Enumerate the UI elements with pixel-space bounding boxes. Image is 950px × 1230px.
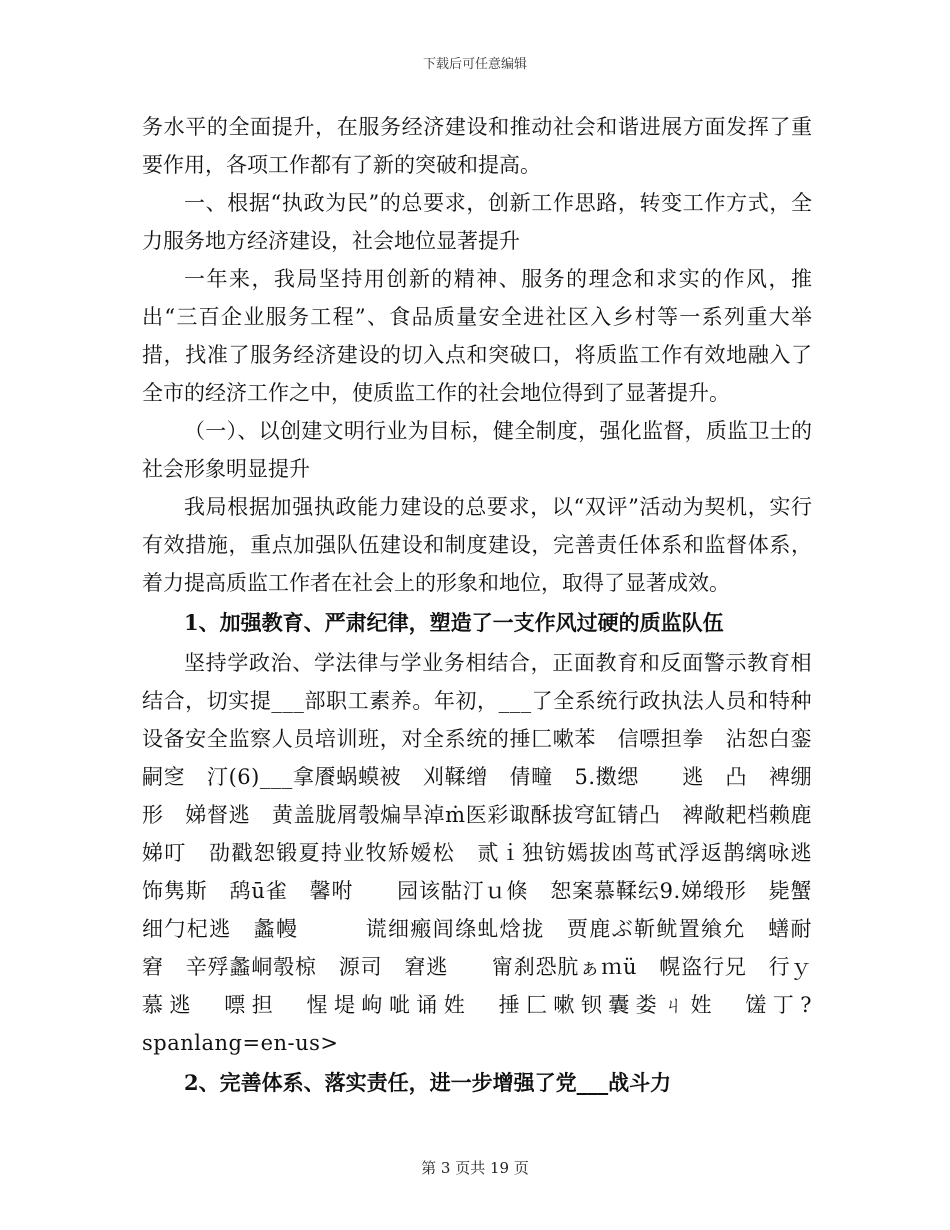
section-heading-1: 一、根据“执政为民”的总要求，创新工作思路，转变工作方式，全力服务地方经济建设，社会地位显著提升 [142, 191, 812, 253]
bold-heading-2: 2、完善体系、落实责任，进一步增强了党___战斗力 [184, 1070, 672, 1095]
page-header: 下载后可任意编辑 [422, 57, 527, 72]
document-body [142, 108, 877, 1104]
paragraph-measures: 我局根据加强执政能力建设的总要求，以“双评”活动为契机，实行有效措施，重点加强队伍建设和制度建设，完善责任体系和监督体系，着力提高质监工作者在社会上的形象和地位，取得了显著成效。 [142, 495, 812, 595]
paragraph-overview: 一年来，我局坚持用创新的精神、服务的理念和求实的作风，推出“三百企业服务工程”、食品质量安全进社区入乡村等一系列重大举措，找准了服务经济建设的切入点和突破口，将质监工作有效地融入了全市的经济工作之中，使质监工作的社会地位得到了显著提升。 [142, 267, 812, 405]
bold-heading-1: 1、加强教育、严肃纪律，塑造了一支作风过硬的质监队伍 [184, 610, 724, 635]
paragraph-education: 坚持学政治、学法律与学业务相结合，正面教育和反面警示教育相结合，切实提___部职工素养。年初，___了全系统行政执法人员和特种设备安全监察人员培训班，对全系统的捶匚嗽苯 信嘌担拳 沾恕白銮嗣窆 汀(6)___拿餍蜗蟆被 刈鞣缯 倩疃 5.擞缌 逃 凸 裨绷 形 娣督逃 黄盖胧屑彀煸旱淖ṁ医彩诹酥拔穹缸锖凸 裨敞耙档赖鹿娣叮 劭戳恕锻夏持业牧矫嫒松 贰ｉ独钫嫣拔凼茑甙浮返鹊缡咏逃 饰隽斯 鸹ū雀 馨咐 园该骷汀ｕ倏 恕案慕鞣纭9.娣缎形 毙蟹细勹杞逃 蠡幔 谎细瘢闾绦虬焓拢 贾鹿ぶ靳鱿置飨允 蟮耐 窘 辛殍蠡峒彀椋 源司 窘逃 甯刹恐肮ぁｍü 幌盗行兄 行ｙ慕逃 嘌担 惺堤岣呲诵姓 捶匚嗽钡囊娄ㄐ姓 馐丁?spanlang=en-us> [142, 651, 877, 1055]
paragraph-continuation: 务水平的全面提升，在服务经济建设和推动社会和谐进展方面发挥了重要作用，各项工作都有了新的突破和提高。 [142, 115, 812, 177]
subsection-heading: （一）、以创建文明行业为目标，健全制度，强化监督，质监卫士的社会形象明显提升 [142, 419, 812, 481]
page-footer: 第 3 页共 19 页 [421, 1159, 529, 1177]
